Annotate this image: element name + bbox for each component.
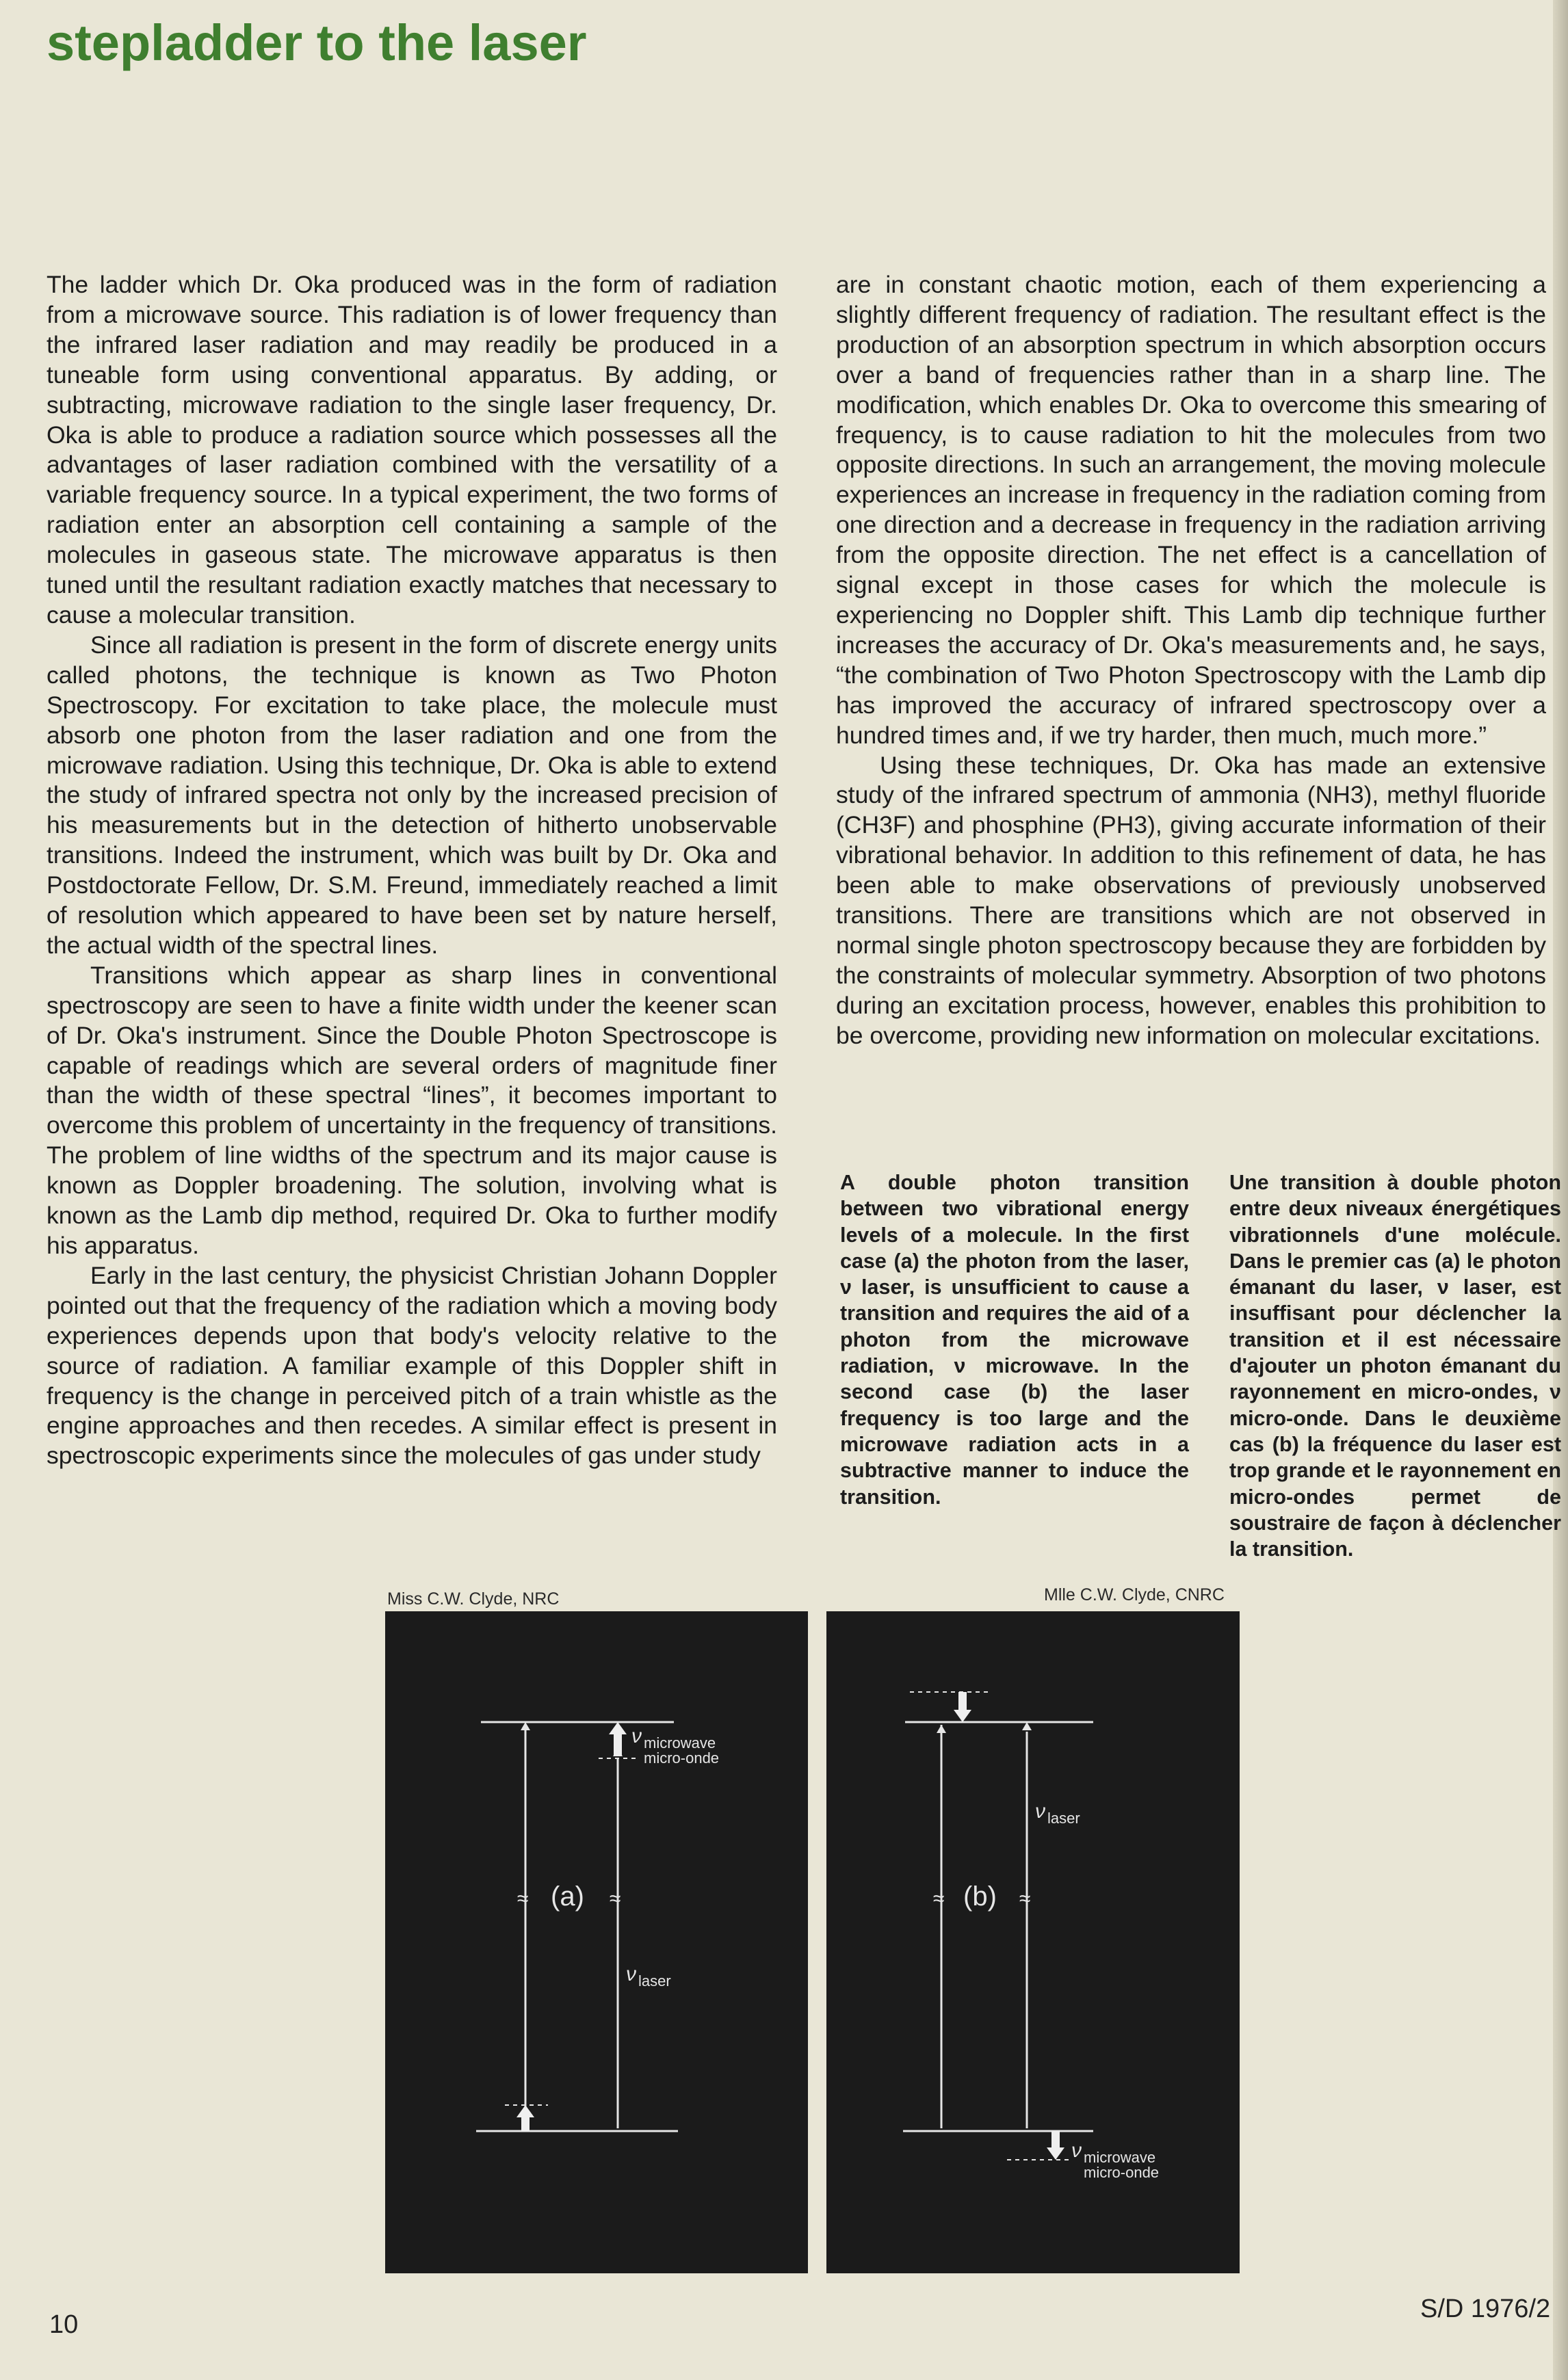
break-mark: ≈ (610, 1888, 621, 1910)
label-laser: laser (638, 1972, 671, 1989)
nu-symbol: ν (626, 1963, 636, 1985)
paragraph: Transitions which appear as sharp lines in conventional spectroscopy are seen to have a finite width under the keener scan of Dr. Oka's instrument. Since the Double Photon Spectroscope is capable of readings which are several orders of magnitude finer than the width of these spectral “lines”, it becomes important to overcome this problem of uncertainty in the frequency of transitions. The problem of line widths of the spectrum and its major cause is known as Doppler broadening. The solution, involving what is known as the Lamb dip method, required Dr. Oka to further modify his apparatus. (47, 961, 777, 1259)
paragraph: are in constant chaotic motion, each of them experiencing a slightly different frequency of radiation. The resultant effect is the production of an absorption spectrum in which absorption occurs over a band of frequencies rather than in a sharp line. The modification, which enables Dr. Oka to overcome this smearing of frequency, is to cause radiation to hit the molecules from two opposite directions. In such an arrangement, the moving molecule experiences an increase in frequency in the radiation coming from one direction and a decrease in frequency in the radiation arriving from the opposite direction. The net effect is a cancellation of signal except in those cases for which the molecule is experiencing no Doppler shift. This Lamb dip technique further increases the accuracy of Dr. Oka's measurements and, he says, “the combination of Two Photon Spectroscopy with the Lamb dip has improved the accuracy of infrared spectroscopy over a hundred times and, if we try harder, then much, much more.” (836, 271, 1546, 749)
figure-credit-b: Mlle C.W. Clyde, CNRC (1044, 1585, 1225, 1604)
break-mark: ≈ (1019, 1888, 1031, 1910)
figure-caption-english: A double photon transition between two vibrational energy levels of a molecule. In the first case (a) the photon from the laser, ν laser, is unsufficient to cause a transition and requires the aid of a photon from the microwave radiation, ν microwave. In the second case (b) the laser frequency is too large and the microwave radiation acts in a subtractive manner to induce the transition. (840, 1171, 1189, 1509)
label-laser: laser (1047, 1810, 1080, 1827)
arrow-up-icon (517, 2105, 534, 2131)
break-mark: ≈ (933, 1888, 945, 1910)
figure-caption-french: Une transition à double photon entre deux niveaux énergétiques vibrationnels d'une molécule. Dans le premier cas (a) le photon émanant du laser, ν laser, est insuffisant pour déclencher la transition et il est nécessaire d'ajouter un photon émanant du rayonnement en micro-ondes, ν micro-onde. Dans le deuxième cas (b) la fréquence du laser est trop grande et le rayonnement en micro-ondes permet de soustraire de façon à déclencher la transition. (1229, 1171, 1561, 1561)
panel-label-a: (a) (551, 1881, 584, 1912)
nu-symbol: ν (1071, 2139, 1082, 2162)
label-microwave: microwave (644, 1734, 716, 1751)
article-left-column (47, 270, 777, 1471)
arrow-down-icon (954, 1692, 971, 1722)
headline: stepladder to the laser (47, 14, 587, 71)
nu-symbol: ν (631, 1725, 642, 1747)
energy-level-diagram-b (826, 1611, 1240, 2273)
paragraph: Since all radiation is present in the form of discrete energy units called photons, the technique is known as Two Photon Spectroscopy. For excitation to take place, the molecule must absorb one photon from the laser radiation and one from the microwave radiation. Using this technique, Dr. Oka is able to extend the study of infrared spectra not only by the increased precision of his measurements but in the detection of hitherto unobservable transitions. Indeed the instrument, which was built by Dr. Oka and Postdoctorate Fellow, Dr. S.M. Freund, immediately reached a limit of resolution which appeared to have been set by nature herself, the actual width of the spectral lines. (47, 631, 777, 959)
microwave-arrow-icon (609, 1722, 627, 1756)
paragraph: The ladder which Dr. Oka produced was in the form of radiation from a microwave source. This radiation is of lower frequency than the infrared laser radiation and may readily be produced in a tuneable form using conventional apparatus. By adding, or subtracting, microwave radiation to the single laser frequency, Dr. Oka is able to produce a radiation source which possesses all the advantages of laser radiation combined with the versatility of a variable frequency source. In a typical experiment, the two forms of radiation enter an absorption cell containing a sample of the molecules in gaseous state. The microwave apparatus is then tuned until the resultant radiation exactly matches that necessary to cause a molecular transition. (47, 271, 777, 629)
figure-credit-a: Miss C.W. Clyde, NRC (387, 1589, 560, 1609)
energy-level-diagram-a (385, 1611, 808, 2273)
label-micro-onde: micro-onde (644, 1749, 720, 1767)
page-number: 10 (49, 2310, 79, 2339)
label-micro-onde: micro-onde (1084, 2164, 1160, 2181)
nu-symbol: ν (1035, 1800, 1045, 1823)
figure-panel-b (826, 1611, 1240, 2273)
label-microwave: microwave (1084, 2149, 1156, 2166)
panel-label-b: (b) (963, 1881, 997, 1912)
paragraph: Using these techniques, Dr. Oka has made an extensive study of the infrared spectrum of ammonia (NH3), methyl fluoride (CH3F) and phosphine (PH3), giving accurate information of their vibrational behavior. In addition to this refinement of data, he has been able to make observations of previously unobserved transitions. There are transitions which are not observed in normal single photon spectroscopy because they are forbidden by the constraints of molecular symmetry. Absorption of two photons during an excitation process, however, enables this prohibition to be overcome, providing new information on molecular excitations. (836, 751, 1546, 1049)
article-right-column (836, 270, 1546, 1051)
break-mark: ≈ (517, 1888, 529, 1910)
paragraph: Early in the last century, the physicist Christian Johann Doppler pointed out that the frequency of the radiation which a moving body experiences depends upon that body's velocity relative to the source of radiation. A familiar example of this Doppler shift in frequency is the change in perceived pitch of a train whistle as the engine approaches and then recedes. A similar effect is present in spectroscopic experiments since the molecules of gas under study (47, 1261, 777, 1470)
journal-reference: S/D 1976/2 (1420, 2295, 1551, 2323)
microwave-arrow-icon (1047, 2131, 1064, 2160)
figure-panel-a (385, 1611, 808, 2273)
